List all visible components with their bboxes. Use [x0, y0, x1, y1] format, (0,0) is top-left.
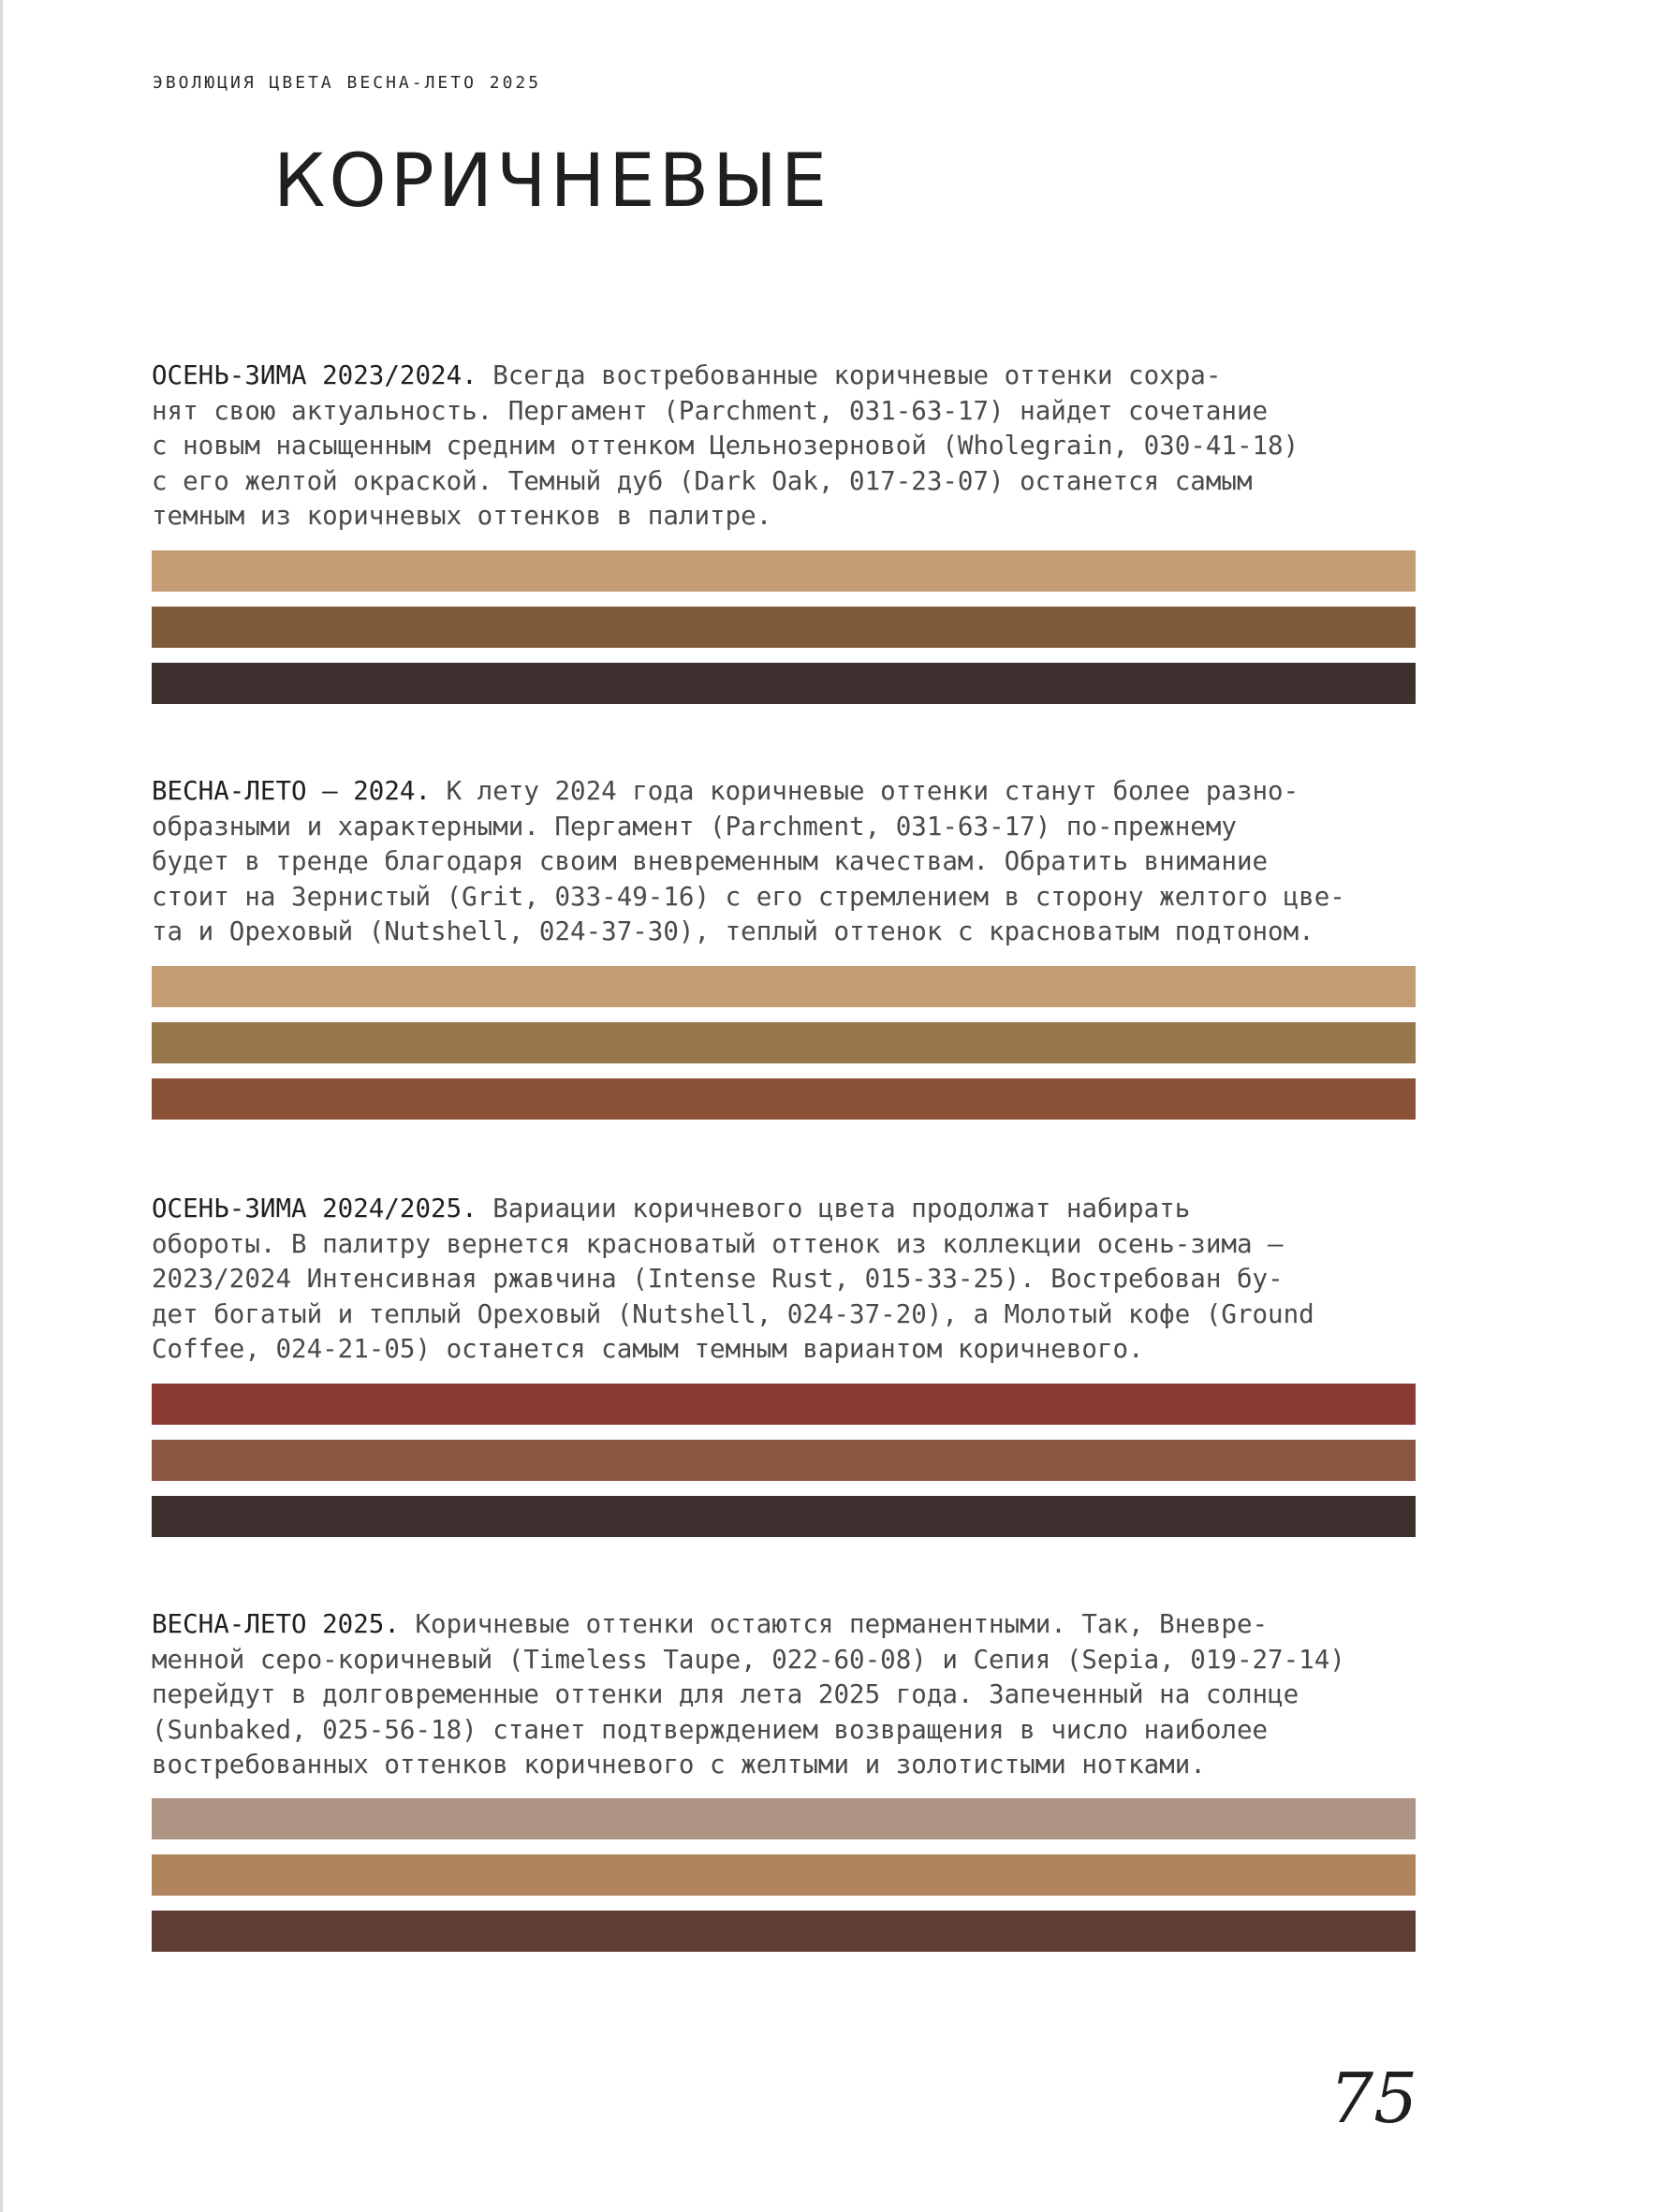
color-swatch-wholegrain [152, 607, 1416, 648]
text-line: обороты. В палитру вернется красноватый оттенок из коллекции осень-зима — [152, 1228, 1284, 1259]
text-line: (Sunbaked, 025-56-18) станет подтверждением возвращения в число наиболее [152, 1714, 1269, 1745]
page-number: 75 [1329, 2058, 1418, 2139]
text-line: Coffee, 024-21-05) останется самым темным вариантом коричневого. [152, 1334, 1144, 1364]
section-spring-summer-2025 [152, 1607, 1416, 1783]
section-lead: ВЕСНА-ЛЕТО — 2024. [152, 776, 432, 806]
color-swatch-nutshell [152, 1078, 1416, 1120]
color-swatch-sepia [152, 1911, 1416, 1952]
text-line: с его желтой окраской. Темный дуб (Dark Oak, 017-23-07) останется самым [152, 465, 1253, 496]
text-line: будет в тренде благодаря своим вневременным качествам. Обратить внимание [152, 846, 1269, 876]
text-line: менной серо-коричневый (Timeless Taupe, 022-60-08) и Сепия (Sepia, 019-27-14) [152, 1644, 1345, 1675]
section-paragraph [152, 1607, 1416, 1643]
text-line: образными и характерными. Пергамент (Parchment, 031-63-17) по-прежнему [152, 811, 1237, 842]
color-swatch-parchment [152, 966, 1416, 1007]
color-swatch-nutshell [152, 1440, 1416, 1481]
page-edge-rule [0, 0, 3, 2212]
color-swatch-grit [152, 1022, 1416, 1063]
text-line: та и Ореховый (Nutshell, 024-37-30), теплый оттенок с красноватым подтоном. [152, 916, 1314, 946]
color-swatch-timeless-taupe [152, 1798, 1416, 1839]
section-paragraph [152, 359, 1416, 394]
section-autumn-winter-2023-2024 [152, 359, 1416, 535]
color-swatch-parchment [152, 550, 1416, 592]
text-line: Вариации коричневого цвета продолжат набирать [477, 1194, 1191, 1223]
section-paragraph [152, 774, 1416, 810]
text-line: дет богатый и теплый Ореховый (Nutshell, 024-37-20), а Молотый кофе (Ground [152, 1298, 1314, 1329]
color-swatch-ground-coffee [152, 1496, 1416, 1537]
page-title: КОРИЧНЕВЫЕ [273, 139, 831, 224]
running-head: ЭВОЛЮЦИЯ ЦВЕТА ВЕСНА-ЛЕТО 2025 [153, 73, 542, 93]
color-swatch-sunbaked [152, 1854, 1416, 1896]
text-line: К лету 2024 года коричневые оттенки станут более разно- [431, 776, 1299, 806]
text-line: Всегда востребованные коричневые оттенки сохра- [477, 360, 1222, 390]
section-lead: ОСЕНЬ-ЗИМА 2024/2025. [152, 1194, 477, 1223]
color-swatch-intense-rust [152, 1384, 1416, 1425]
text-line: с новым насыщенным средним оттенком Цельнозерновой (Wholegrain, 030-41-18) [152, 431, 1299, 461]
text-line: темным из коричневых оттенков в палитре. [152, 501, 772, 531]
section-paragraph [152, 1192, 1416, 1227]
text-line: Коричневые оттенки остаются перманентными. Так, Вневре- [399, 1609, 1269, 1639]
color-swatch-dark-oak [152, 663, 1416, 704]
section-lead: ВЕСНА-ЛЕТО 2025. [152, 1609, 400, 1639]
text-line: нят свою актуальность. Пергамент (Parchment, 031-63-17) найдет сочетание [152, 395, 1269, 426]
section-autumn-winter-2024-2025 [152, 1192, 1416, 1368]
text-line: стоит на Зернистый (Grit, 033-49-16) с его стремлением в сторону желтого цве- [152, 881, 1345, 912]
section-spring-summer-2024 [152, 774, 1416, 950]
text-line: перейдут в долговременные оттенки для лета 2025 года. Запеченный на солнце [152, 1679, 1299, 1709]
text-line: востребованных оттенков коричневого с желтыми и золотистыми нотками. [152, 1750, 1206, 1780]
section-lead: ОСЕНЬ-ЗИМА 2023/2024. [152, 360, 477, 390]
text-line: 2023/2024 Интенсивная ржавчина (Intense Rust, 015-33-25). Востребован бу- [152, 1264, 1284, 1294]
